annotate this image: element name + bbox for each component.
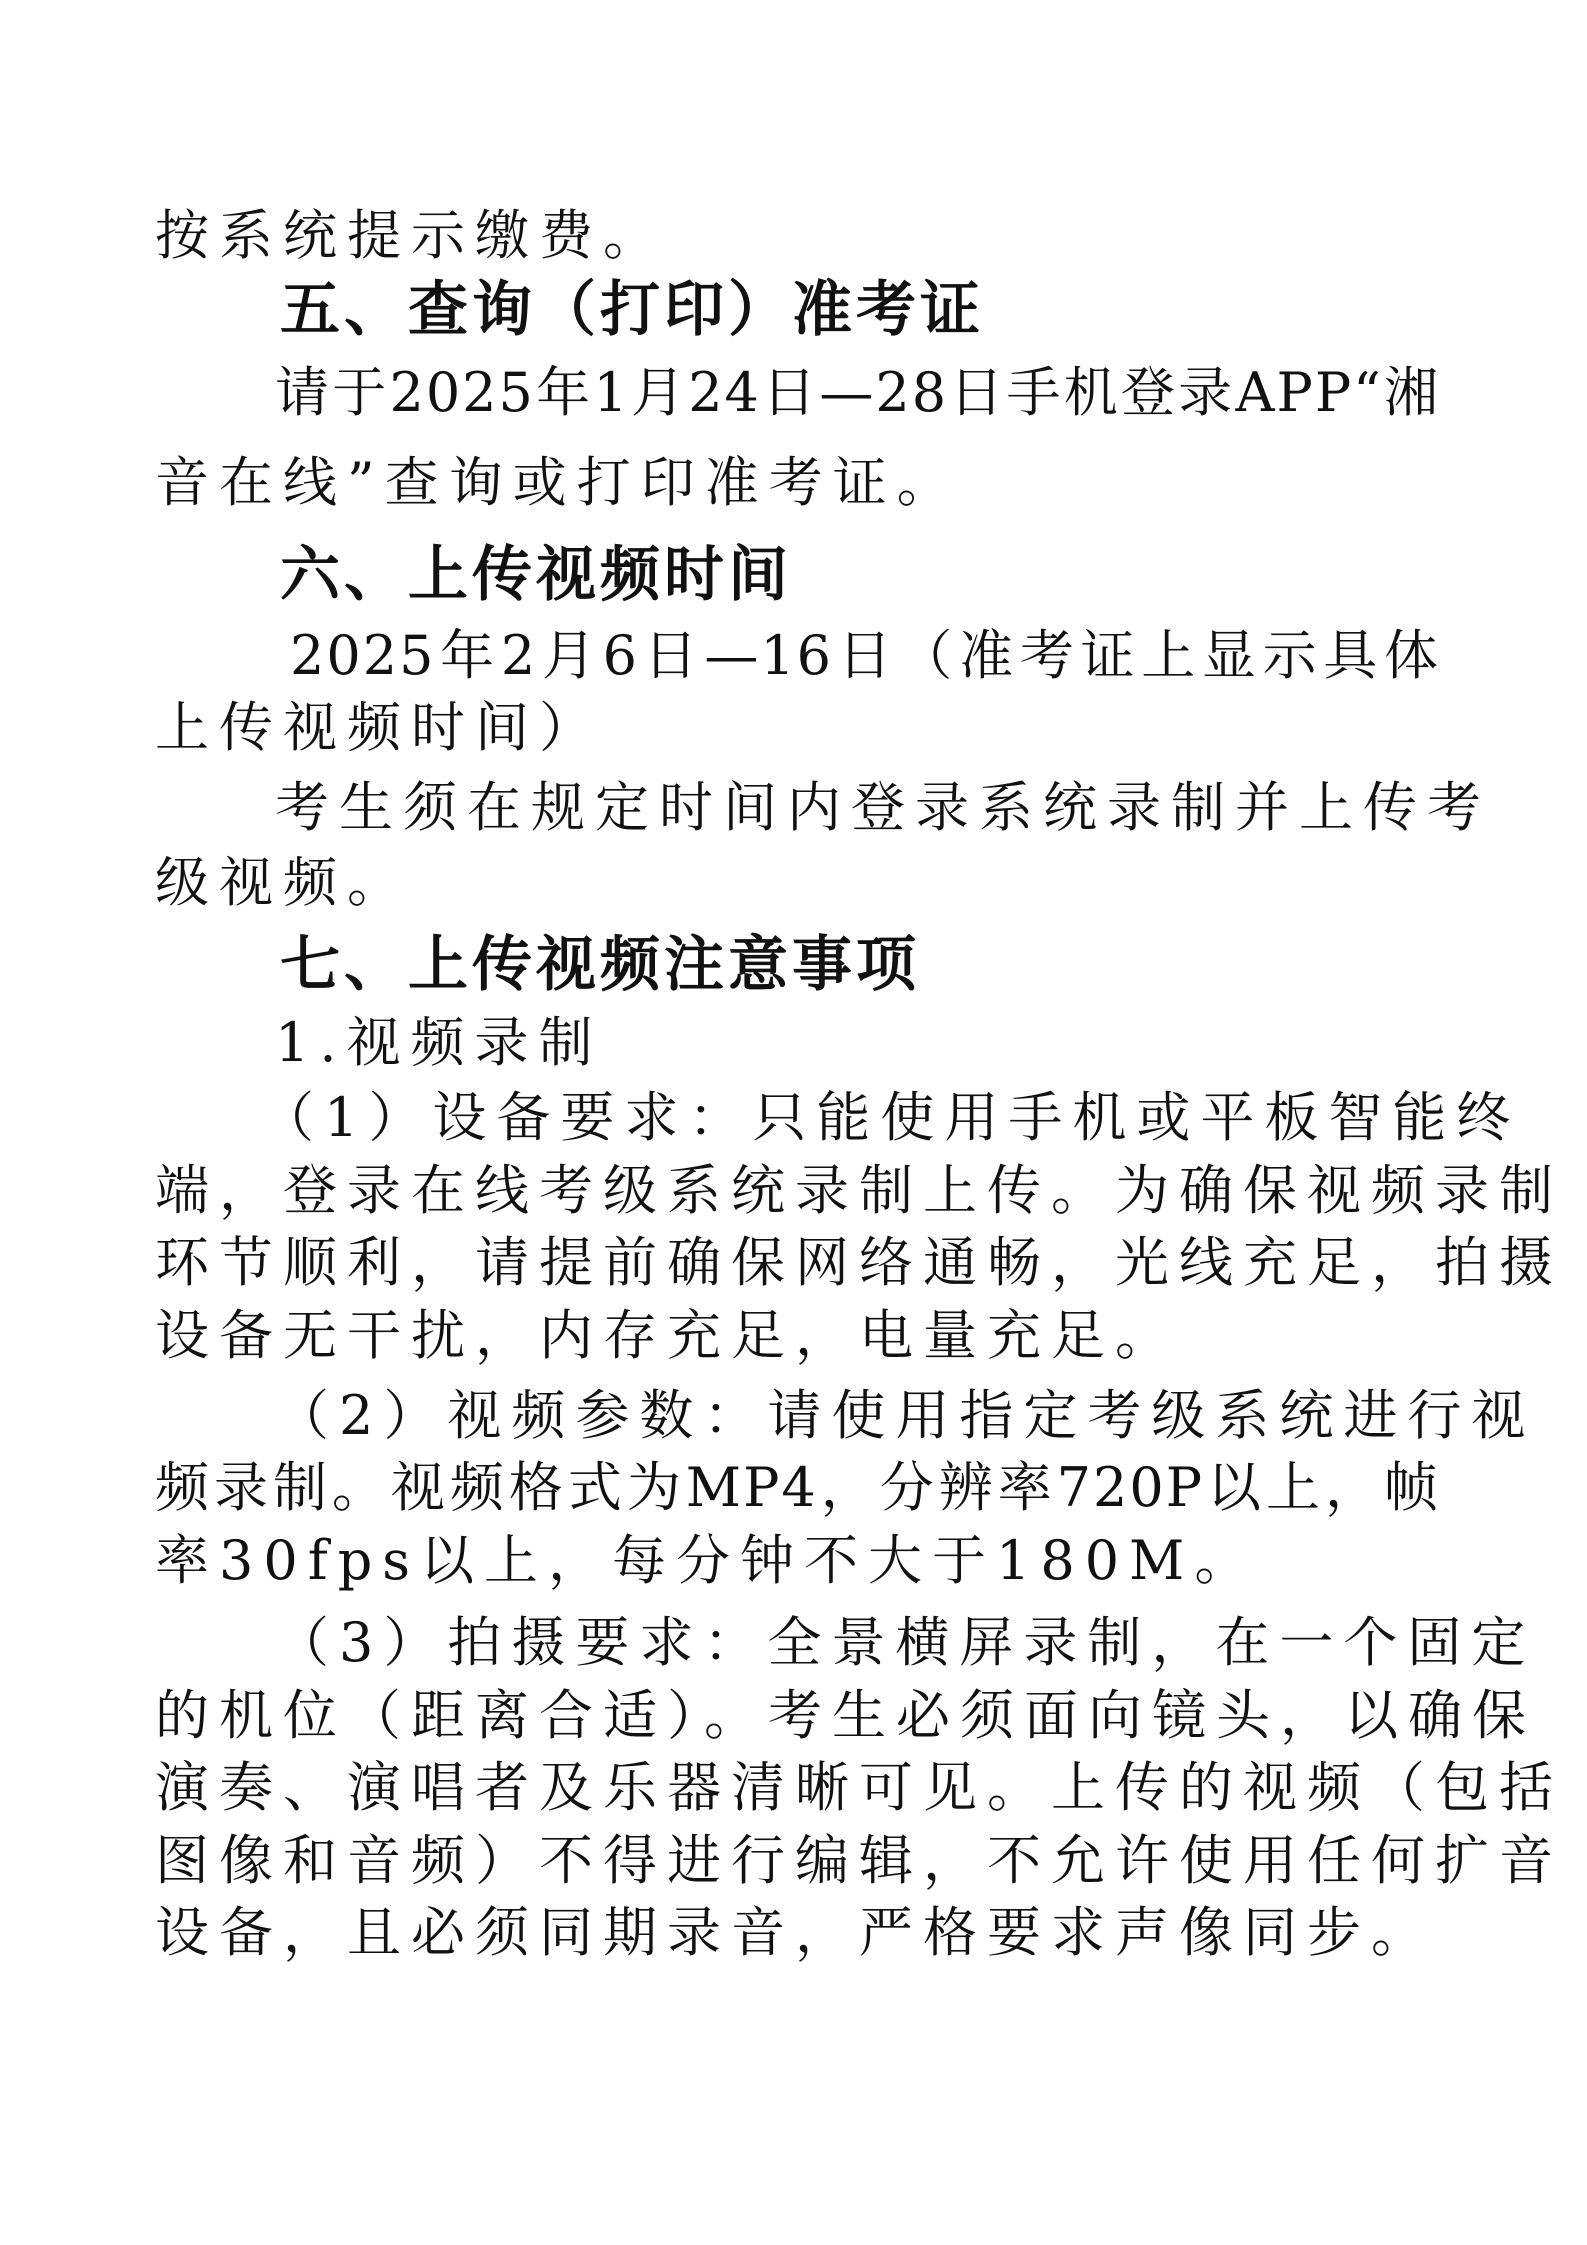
paragraph-line: 考生须在规定时间内登录系统录制并上传考 [275,776,1491,839]
subsection-title: 1.视频录制 [275,1011,603,1074]
section-heading-7: 七、上传视频注意事项 [280,930,920,1000]
section-heading-6: 六、上传视频时间 [280,540,792,610]
paragraph-line: 图像和音频）不得进行编辑，不允许使用任何扩音 [155,1829,1563,1892]
paragraph-line: 设备无干扰，内存充足，电量充足。 [155,1304,1179,1367]
paragraph-line: 上传视频时间） [155,696,603,759]
section-heading-5: 五、查询（打印）准考证 [280,275,984,345]
paragraph-line: 2025年2月6日—16日（准考证上显示具体 [290,624,1440,687]
paragraph-line: 请于2025年1月24日—28日手机登录APP“湘 [275,361,1440,424]
paragraph-line: （3）拍摄要求：全景横屏录制，在一个固定 [275,1611,1536,1674]
paragraph-line: 率30fps以上，每分钟不大于180M。 [155,1529,1259,1592]
paragraph-line: 频录制。视频格式为MP4，分辨率720P以上，帧 [155,1456,1440,1519]
paragraph-line: 级视频。 [155,851,411,914]
paragraph-line: 音在线”查询或打印准考证。 [155,451,961,514]
paragraph-line: 端，登录在线考级系统录制上传。为确保视频录制 [155,1159,1563,1222]
paragraph-line: 按系统提示缴费。 [155,204,667,267]
paragraph-line: （1）设备要求：只能使用手机或平板智能终 [260,1086,1521,1149]
paragraph-line: （2）视频参数：请使用指定考级系统进行视 [275,1384,1536,1447]
paragraph-line: 设备，且必须同期录音，严格要求声像同步。 [155,1901,1435,1964]
paragraph-line: 演奏、演唱者及乐器清晰可见。上传的视频（包括 [155,1756,1563,1819]
paragraph-line: 环节顺利，请提前确保网络通畅，光线充足，拍摄 [155,1231,1563,1294]
paragraph-line: 的机位（距离合适）。考生必须面向镜头，以确保 [155,1684,1536,1747]
